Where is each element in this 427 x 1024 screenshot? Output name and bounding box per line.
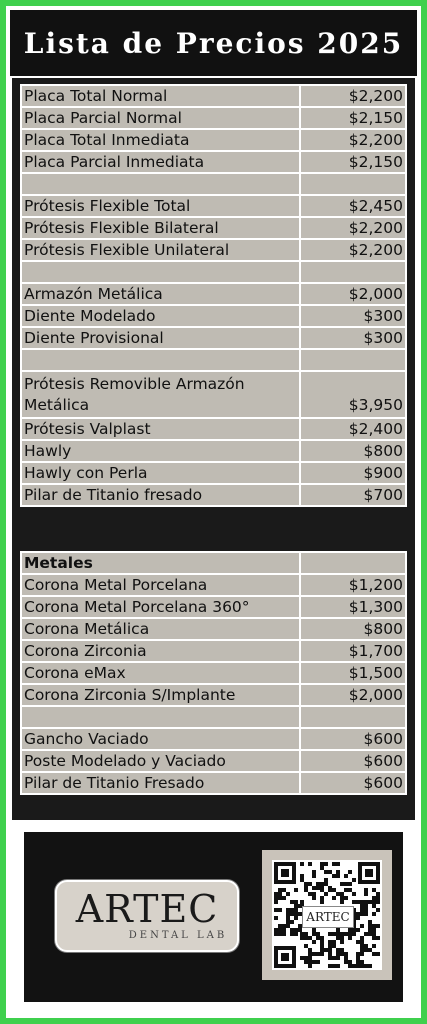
logo-subtext: DENTAL LAB xyxy=(128,930,228,941)
item-name: Placa Total Inmediata xyxy=(21,129,300,151)
item-price: $1,500 xyxy=(300,662,406,684)
item-price: $1,300 xyxy=(300,596,406,618)
item-price: $2,200 xyxy=(300,239,406,261)
item-name: Prótesis Flexible Bilateral xyxy=(21,217,300,239)
table-row xyxy=(21,772,406,794)
table-row xyxy=(21,305,406,327)
table-row xyxy=(21,217,406,239)
item-name: Armazón Metálica xyxy=(21,283,300,305)
table-row-spacer xyxy=(21,173,406,195)
qr-code[interactable] xyxy=(262,850,392,980)
item-price: $300 xyxy=(300,327,406,349)
item-name xyxy=(21,706,300,728)
table-row xyxy=(21,618,406,640)
item-price xyxy=(300,349,406,371)
table-row xyxy=(21,662,406,684)
item-name: Corona Metálica xyxy=(21,618,300,640)
item-name: Prótesis Flexible Unilateral xyxy=(21,239,300,261)
table-row xyxy=(21,418,406,440)
table-row-spacer xyxy=(21,706,406,728)
item-name: Prótesis Valplast xyxy=(21,418,300,440)
item-name: Corona Metal Porcelana xyxy=(21,574,300,596)
item-name: Pilar de Titanio fresado xyxy=(21,484,300,506)
item-name: Corona Zirconia xyxy=(21,640,300,662)
item-price: $2,200 xyxy=(300,85,406,107)
section-header-price-cell xyxy=(300,552,406,574)
item-name: Gancho Vaciado xyxy=(21,728,300,750)
item-price: $2,150 xyxy=(300,107,406,129)
item-price: $1,700 xyxy=(300,640,406,662)
item-name: Diente Provisional xyxy=(21,327,300,349)
table-row xyxy=(21,640,406,662)
item-name: Placa Parcial Normal xyxy=(21,107,300,129)
table-section-header xyxy=(21,552,406,574)
table-row xyxy=(21,684,406,706)
item-name: Prótesis Removible Armazón Metálica xyxy=(21,371,300,418)
item-price: $700 xyxy=(300,484,406,506)
item-price: $2,000 xyxy=(300,283,406,305)
table-row xyxy=(21,283,406,305)
page-title: Lista de Precios 2025 xyxy=(23,26,404,60)
item-price: $2,200 xyxy=(300,217,406,239)
table-row xyxy=(21,462,406,484)
table-row xyxy=(21,129,406,151)
qr-logo-text: ARTEC xyxy=(302,906,354,928)
table-row xyxy=(21,596,406,618)
item-price: $300 xyxy=(300,305,406,327)
table-row xyxy=(21,728,406,750)
item-name: Corona Zirconia S/Implante xyxy=(21,684,300,706)
item-name: Placa Parcial Inmediata xyxy=(21,151,300,173)
item-name: Pilar de Titanio Fresado xyxy=(21,772,300,794)
item-price: $800 xyxy=(300,440,406,462)
section-header-label: Metales xyxy=(21,552,300,574)
table-row xyxy=(21,750,406,772)
item-price: $2,000 xyxy=(300,684,406,706)
logo-text: ARTEC xyxy=(75,887,219,931)
table-row xyxy=(21,371,406,418)
table-row xyxy=(21,327,406,349)
artec-logo xyxy=(55,880,239,952)
table-row-spacer xyxy=(21,349,406,371)
item-price: $2,400 xyxy=(300,418,406,440)
item-price: $600 xyxy=(300,772,406,794)
item-price xyxy=(300,261,406,283)
item-price: $3,950 xyxy=(300,371,406,418)
table-row xyxy=(21,195,406,217)
table-row-spacer xyxy=(21,261,406,283)
item-name xyxy=(21,349,300,371)
item-name xyxy=(21,261,300,283)
table-row xyxy=(21,85,406,107)
item-name: Corona Metal Porcelana 360° xyxy=(21,596,300,618)
item-price: $2,450 xyxy=(300,195,406,217)
item-name: Hawly xyxy=(21,440,300,462)
item-name: Poste Modelado y Vaciado xyxy=(21,750,300,772)
price-table-metales xyxy=(20,551,407,795)
item-price: $900 xyxy=(300,462,406,484)
item-name: Corona eMax xyxy=(21,662,300,684)
item-name: Diente Modelado xyxy=(21,305,300,327)
item-price: $800 xyxy=(300,618,406,640)
item-name: Hawly con Perla xyxy=(21,462,300,484)
item-price: $1,200 xyxy=(300,574,406,596)
table-row xyxy=(21,574,406,596)
table-row xyxy=(21,107,406,129)
table-row xyxy=(21,484,406,506)
title-banner xyxy=(10,10,417,76)
table-row xyxy=(21,239,406,261)
item-price: $2,150 xyxy=(300,151,406,173)
table-row xyxy=(21,440,406,462)
item-name: Prótesis Flexible Total xyxy=(21,195,300,217)
item-name: Placa Total Normal xyxy=(21,85,300,107)
item-price: $600 xyxy=(300,750,406,772)
price-table-general xyxy=(20,84,407,507)
item-price xyxy=(300,706,406,728)
item-price: $600 xyxy=(300,728,406,750)
item-name xyxy=(21,173,300,195)
item-price: $2,200 xyxy=(300,129,406,151)
item-price xyxy=(300,173,406,195)
table-row xyxy=(21,151,406,173)
